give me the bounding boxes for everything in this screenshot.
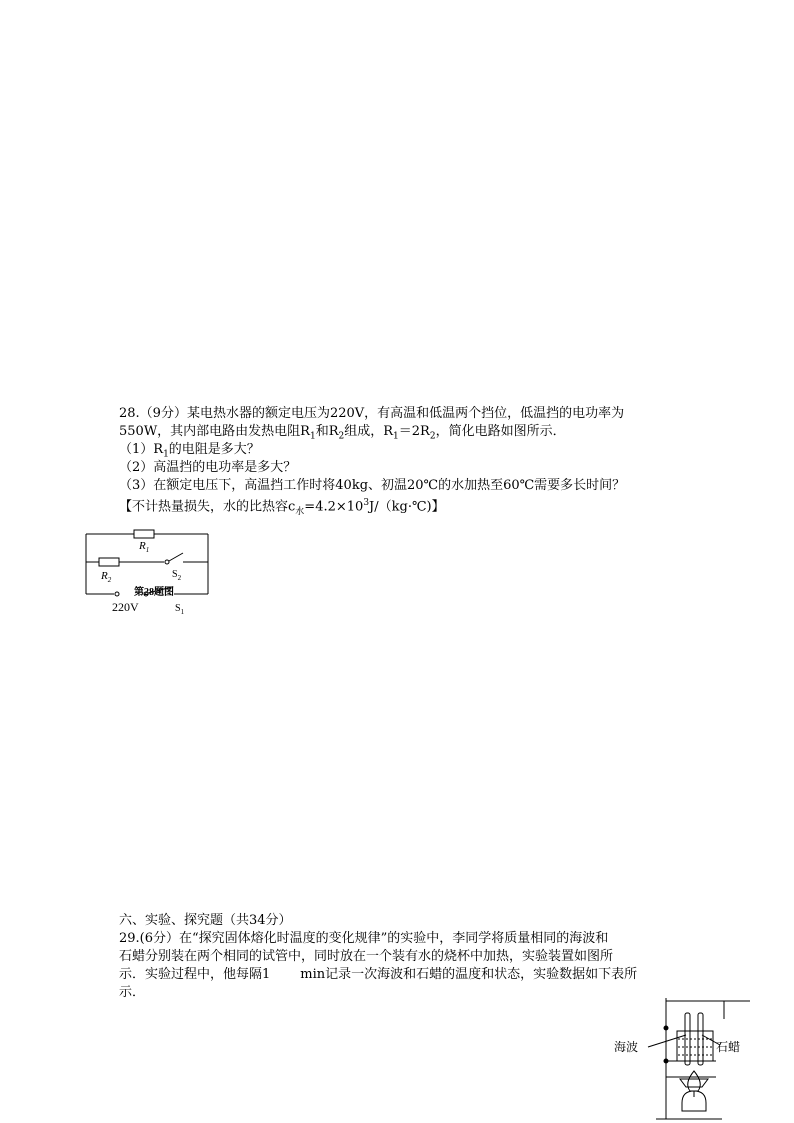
beaker [677, 1031, 713, 1061]
label-s1: $S_1$ [175, 603, 185, 616]
label-voltage: 220V [112, 600, 139, 614]
leader-left [648, 1035, 686, 1047]
flame-outer [680, 1079, 708, 1087]
q29-line-1: 29.(6分）在“探究固体熔化时温度的变化规律”的实验中，李同学将质量相同的海波和 [119, 931, 609, 946]
label-haibo: 海波 [614, 1040, 639, 1054]
circuit-diagram [84, 525, 214, 617]
label-s2: $S_2$ [172, 569, 182, 582]
resistor-r2 [99, 558, 119, 566]
label-shila: 石蜡 [716, 1040, 741, 1054]
terminal-left [115, 592, 119, 596]
q29-line-2: 石蜡分别装在两个相同的试管中，同时放在一个装有水的烧杯中加热，实验装置如图所 [119, 949, 614, 964]
q28-line-1: 28.（9分）某电热水器的额定电压为220V，有高温和低温两个挡位，低温挡的电功率为 [119, 406, 625, 421]
label-r1: $R_1$ [139, 540, 150, 554]
q29-line-3: 示．实验过程中，他每隔1 min记录一次海波和石蜡的温度和状态，实验数据如下表所 [119, 967, 638, 982]
figure-caption: 第28题图 [134, 587, 174, 598]
q29-line-4: 示． [119, 985, 146, 1000]
switch-s2-blade [169, 553, 183, 561]
q28-note: 【不计热量损失，水的比热容$c_水=4.2\times 10^3J/(kg\cdot℃)$】 [119, 498, 445, 517]
switch-s2-contact [165, 560, 169, 564]
q28-sub-question-3: （3）在额定电压下，高温挡工作时将40kg、初温20℃的水加热至60℃需要多长时间？ [119, 478, 626, 493]
section-title: 六、实验、探究题（共34分） [119, 913, 292, 928]
q28-sub-question-2: （2）高温挡的电功率是多大？ [119, 460, 297, 475]
stand-knob-2 [664, 1059, 668, 1063]
flame [688, 1071, 701, 1091]
experiment-apparatus [612, 995, 762, 1123]
q28-sub-question-1: $(1)R_1$的电阻是多大？ [119, 442, 260, 460]
q28-line-2: 550W，其内部电路由发热电阻$R_1$和$R_2$组成，$R_1=2R_2$，简化电路如图所示． [119, 424, 566, 442]
label-r2: $R_2$ [101, 570, 112, 584]
resistor-r1 [134, 530, 154, 538]
stand-knob-1 [664, 1026, 668, 1030]
